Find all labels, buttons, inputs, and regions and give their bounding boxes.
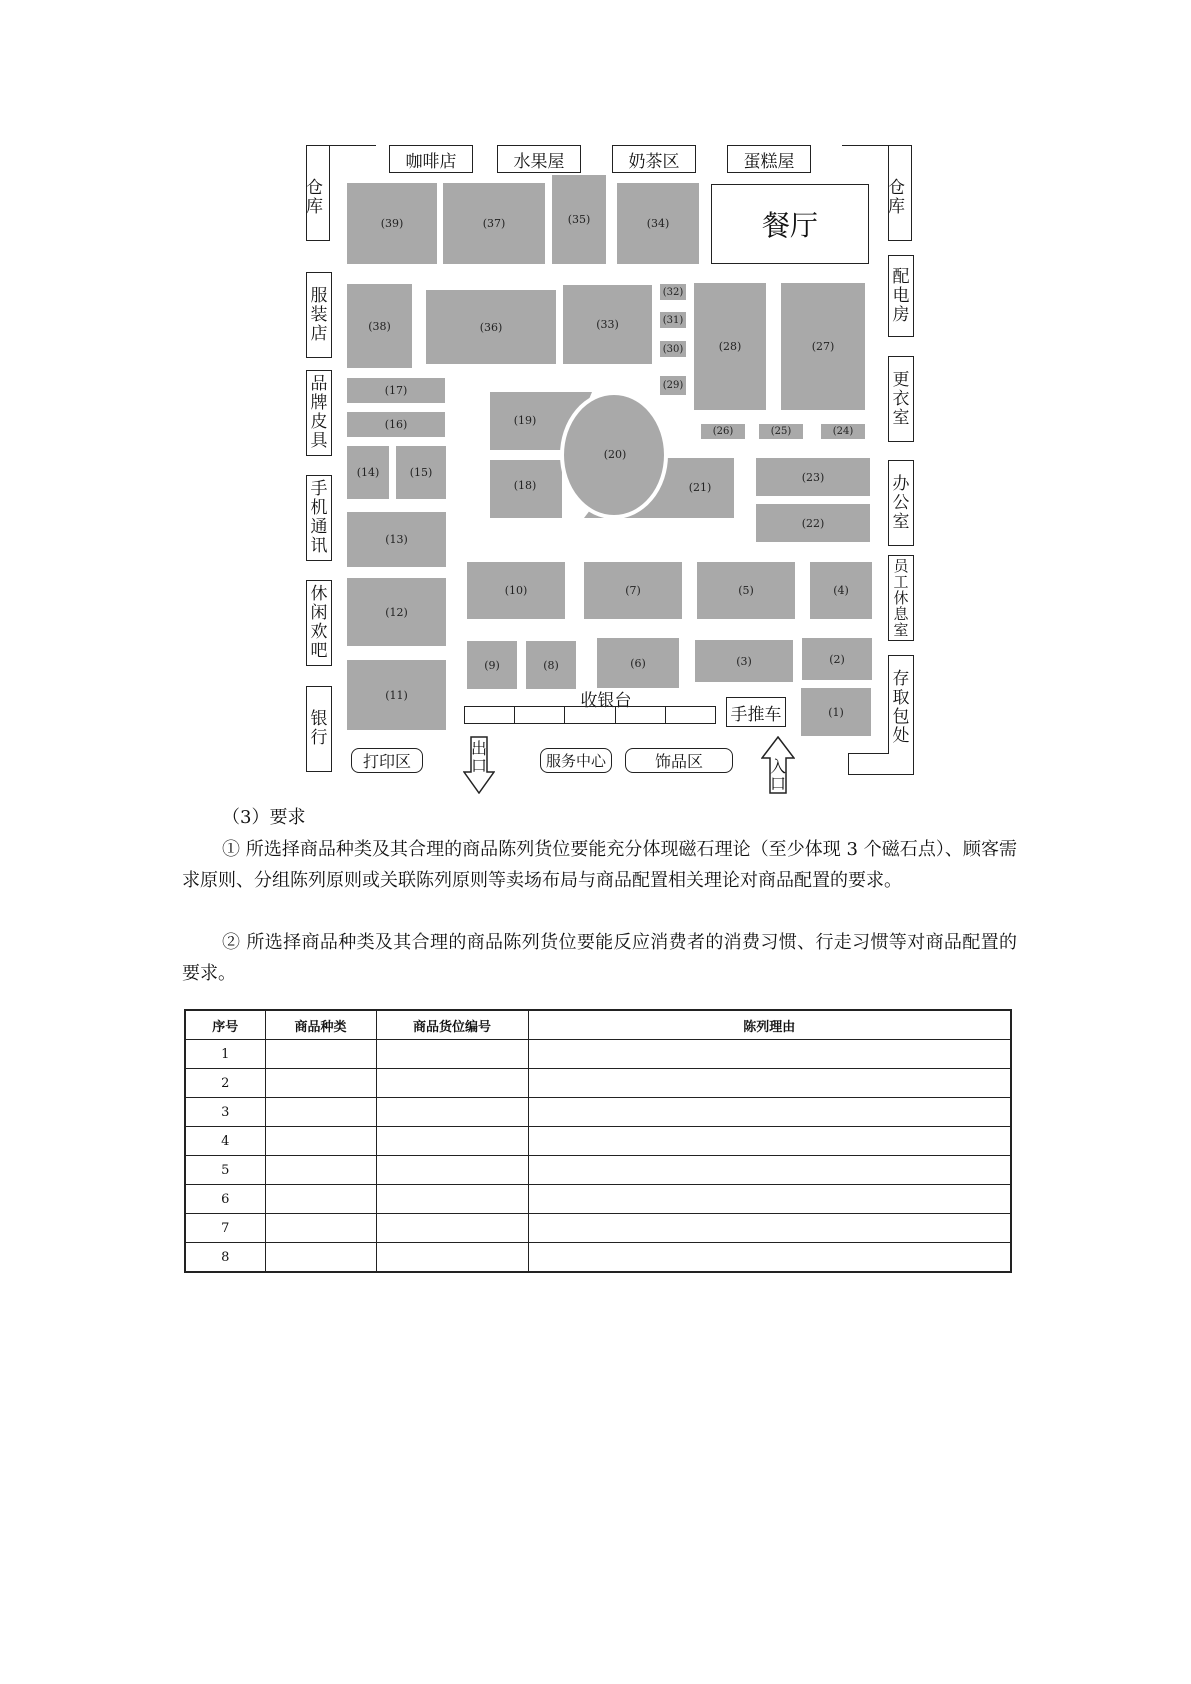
requirement-item-1: ① 所选择商品种类及其合理的商品陈列货位要能充分体现磁石理论（至少体现 3 个磁石点）、顾客需求原则、分组陈列原则或关联陈列原则等卖场布局与商品配置相关理论对商品配置的要求。: [182, 839, 1017, 891]
shelf[interactable]: [347, 446, 389, 499]
table-row: [185, 1098, 1011, 1127]
shelf[interactable]: [396, 446, 446, 499]
store-cake: [727, 145, 811, 173]
cell-shelf-number[interactable]: [376, 1214, 528, 1243]
shelf-label: (16): [384, 418, 408, 431]
header-reason: 陈列理由: [528, 1010, 1011, 1040]
room-power: [888, 255, 914, 337]
shelf[interactable]: [347, 378, 445, 403]
shelf-label: (25): [770, 426, 792, 437]
shelf[interactable]: [347, 660, 446, 730]
room-leisure-bar: [306, 580, 332, 666]
shelf[interactable]: [526, 641, 576, 689]
shelf[interactable]: [697, 562, 795, 619]
cart-label: 手推车: [730, 704, 782, 725]
cell-reason[interactable]: [528, 1185, 1011, 1214]
cell-reason[interactable]: [528, 1214, 1011, 1243]
checkout-label: 收银台: [580, 691, 632, 711]
shelf-label: (3): [736, 654, 752, 668]
shelf-label: (11): [385, 688, 408, 702]
shelf-label: (35): [567, 213, 591, 226]
cell-category[interactable]: [265, 1098, 376, 1127]
store-label: 蛋糕屋: [743, 151, 795, 172]
shelf-label: (17): [384, 384, 408, 397]
shelf-label-19[interactable]: [510, 410, 540, 430]
shelf-label: (34): [646, 217, 670, 230]
store-label: 水果屋: [513, 151, 565, 172]
shelf[interactable]: [347, 183, 437, 264]
shelf-label: (4): [833, 584, 849, 597]
cell-category[interactable]: [265, 1069, 376, 1098]
shelf-label: (27): [811, 340, 835, 353]
shelf-label: (6): [630, 656, 646, 670]
cell-reason[interactable]: [528, 1069, 1011, 1098]
print-area: [351, 748, 423, 773]
room-right-warehouse: [888, 168, 912, 228]
shelf-label: (8): [543, 658, 559, 672]
restaurant-label: 餐厅: [761, 209, 818, 242]
room-label: 手机通讯: [310, 479, 328, 556]
row-index: 7: [185, 1214, 265, 1243]
shelf-label: (32): [662, 286, 684, 298]
shelf[interactable]: [467, 641, 517, 689]
cell-shelf-number[interactable]: [376, 1127, 528, 1156]
room-mobile: [306, 475, 332, 561]
shelf-label: (18): [513, 478, 537, 492]
row-index: 2: [185, 1069, 265, 1098]
shelf[interactable]: [759, 424, 803, 439]
row-index: 1: [185, 1040, 265, 1069]
restaurant: [711, 184, 869, 264]
store-label: 奶茶区: [628, 151, 680, 172]
area-label: 打印区: [362, 752, 411, 771]
shelf[interactable]: [563, 285, 652, 364]
service-center: [540, 748, 612, 773]
room-label: 员工休息室: [893, 557, 909, 639]
room-label: 仓库: [306, 178, 323, 217]
shelf-label-21[interactable]: [685, 477, 715, 497]
shelf-label: (12): [385, 605, 408, 619]
shelf[interactable]: [552, 175, 606, 264]
shelf-label: (9): [484, 658, 500, 672]
shelf-label: (38): [368, 319, 391, 333]
table-row: [185, 1069, 1011, 1098]
shelf-label: (28): [718, 340, 742, 353]
header-category: 商品种类: [265, 1010, 376, 1040]
shelf-label: (5): [738, 584, 754, 597]
cell-shelf-number[interactable]: [376, 1185, 528, 1214]
table-row: [185, 1214, 1011, 1243]
room-label: 更衣室: [892, 369, 910, 428]
cell-shelf-number[interactable]: [376, 1243, 528, 1273]
table-row: [185, 1127, 1011, 1156]
accessories-area: [625, 748, 733, 773]
shelf[interactable]: [660, 284, 686, 300]
table-header-row: [185, 1010, 1011, 1040]
table-row: [185, 1185, 1011, 1214]
cell-reason[interactable]: [528, 1040, 1011, 1069]
shelf-label: (31): [662, 314, 684, 326]
area-label: 服务中心: [545, 752, 606, 770]
cell-reason[interactable]: [528, 1098, 1011, 1127]
cell-category[interactable]: [265, 1214, 376, 1243]
shelf-label: (19): [513, 413, 537, 427]
shelf-label: (29): [662, 380, 684, 391]
shelf-label: (23): [801, 470, 825, 484]
cell-category[interactable]: [265, 1185, 376, 1214]
shelf[interactable]: [467, 562, 565, 619]
shelf[interactable]: [802, 638, 872, 680]
cell-reason[interactable]: [528, 1127, 1011, 1156]
store-fruit: [497, 145, 581, 173]
cell-shelf-number[interactable]: [376, 1069, 528, 1098]
shelf-label: (33): [596, 318, 619, 331]
shelf[interactable]: [617, 183, 699, 264]
shelf[interactable]: [426, 290, 556, 364]
room-label: 仓库: [888, 178, 905, 217]
shelf[interactable]: [584, 562, 682, 619]
shelf[interactable]: [347, 284, 412, 368]
shelf[interactable]: [347, 412, 445, 437]
shopping-cart-area: [726, 697, 786, 727]
shelf[interactable]: [781, 283, 865, 410]
table-row: [185, 1243, 1011, 1273]
shelf-label-18[interactable]: [510, 475, 540, 495]
room-bank: [306, 686, 332, 772]
room-left-warehouse: [306, 168, 330, 228]
shelf-label: (14): [356, 466, 380, 479]
room-label: 休闲欢吧: [310, 584, 328, 661]
bag-deposit-label-box: [888, 666, 914, 750]
shelf-label: (7): [625, 584, 641, 597]
store-milktea: [612, 145, 696, 173]
shelf-label: (13): [385, 533, 408, 546]
shelf-label: (21): [688, 480, 712, 494]
cell-category[interactable]: [265, 1127, 376, 1156]
room-label: 品牌皮具: [310, 374, 328, 451]
shelf[interactable]: [597, 638, 679, 688]
shelf[interactable]: [810, 562, 872, 619]
shelf[interactable]: [695, 640, 793, 682]
shelf[interactable]: [756, 458, 870, 496]
store-label: 咖啡店: [405, 151, 457, 172]
room-label: 办公室: [892, 473, 910, 532]
cell-reason[interactable]: [528, 1156, 1011, 1185]
cell-shelf-number[interactable]: [376, 1156, 528, 1185]
requirements-heading: （3）要求: [222, 807, 306, 828]
shelf-label: (24): [832, 426, 854, 437]
cell-shelf-number[interactable]: [376, 1098, 528, 1127]
room-label: 服装店: [310, 285, 328, 344]
shelf-label: (36): [479, 320, 503, 334]
requirement-item-2: ② 所选择商品种类及其合理的商品陈列货位要能反应消费者的消费习惯、行走习惯等对商品配置的要求。: [182, 932, 1017, 984]
exit-label: 出口: [470, 739, 487, 775]
store-coffee: [389, 145, 473, 173]
room-staff-lounge: [888, 555, 914, 641]
shelf[interactable]: [821, 424, 865, 439]
cell-category[interactable]: [265, 1243, 376, 1273]
shelf[interactable]: [660, 312, 686, 328]
area-label: 饰品区: [654, 752, 703, 771]
table-row: [185, 1156, 1011, 1185]
shelf-label: (22): [801, 516, 825, 530]
shelf-label: (10): [504, 584, 528, 597]
row-index: 5: [185, 1156, 265, 1185]
shelf-label: (37): [482, 217, 506, 230]
room-label: 配电房: [892, 266, 910, 325]
shelf-label: (26): [712, 426, 734, 437]
shelf[interactable]: [660, 341, 686, 357]
display-plan-table: [184, 1009, 1012, 1273]
checkout-counter: [464, 706, 716, 724]
header-shelf-number: 商品货位编号: [376, 1010, 528, 1040]
shelf-label-20[interactable]: [600, 444, 630, 464]
room-office: [888, 460, 914, 546]
shelf-label: (30): [662, 343, 684, 355]
cell-category[interactable]: [265, 1156, 376, 1185]
row-index: 4: [185, 1127, 265, 1156]
shelf[interactable]: [801, 688, 871, 736]
shelf-label: (39): [380, 217, 404, 230]
cell-shelf-number[interactable]: [376, 1040, 528, 1069]
room-clothing: [306, 272, 332, 358]
cell-reason[interactable]: [528, 1243, 1011, 1273]
entrance-label: 入口: [769, 757, 786, 793]
header-index: 序号: [185, 1010, 265, 1040]
table-row: [185, 1040, 1011, 1069]
room-label: 存取包处: [892, 669, 910, 746]
cell-category[interactable]: [265, 1040, 376, 1069]
room-locker: [888, 356, 914, 442]
row-index: 8: [185, 1243, 265, 1273]
row-index: 6: [185, 1185, 265, 1214]
room-label: 银行: [310, 709, 328, 748]
room-leather: [306, 370, 332, 456]
shelf-label: (2): [829, 652, 845, 666]
shelf[interactable]: [347, 578, 446, 646]
row-index: 3: [185, 1098, 265, 1127]
shelf[interactable]: [443, 183, 545, 264]
shelf-label: (20): [603, 447, 627, 461]
shelf-label: (15): [409, 466, 433, 479]
shelf[interactable]: [756, 504, 870, 542]
shelf[interactable]: [347, 512, 446, 567]
shelf-label: (1): [828, 705, 844, 719]
